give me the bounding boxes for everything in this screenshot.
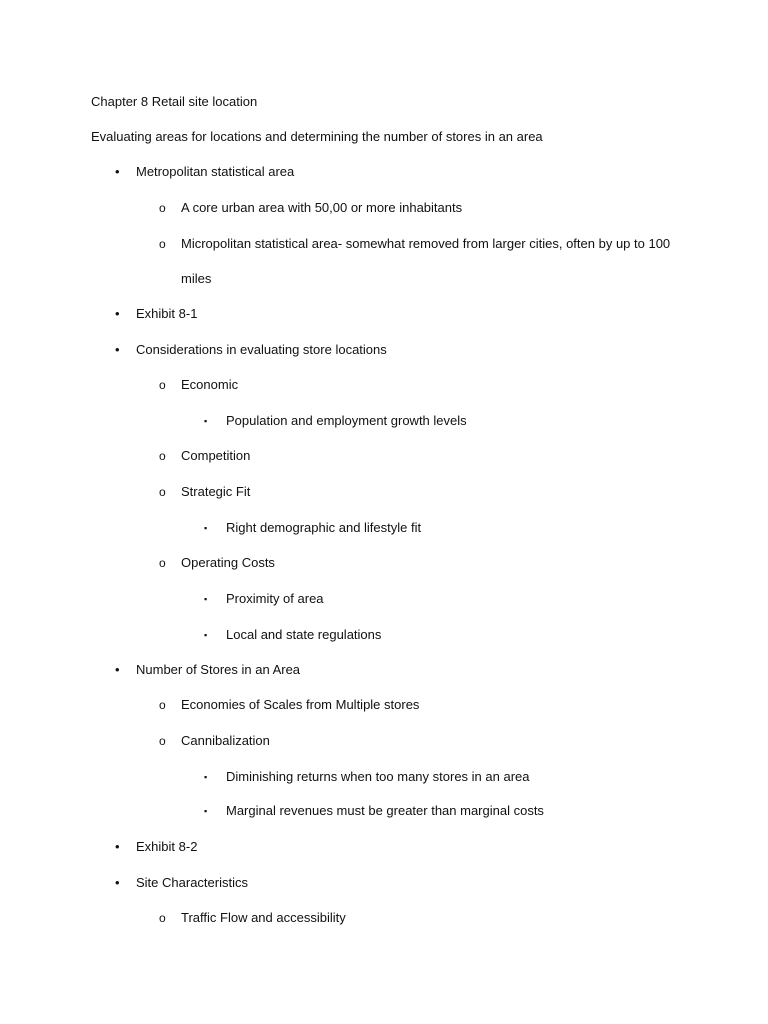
list-item: Considerations in evaluating store locations xyxy=(136,342,387,357)
list-item: Economies of Scales from Multiple stores xyxy=(181,697,420,712)
sub-bullet-marker: o xyxy=(159,201,166,215)
list-item: Metropolitan statistical area xyxy=(136,164,295,179)
sub-sub-bullet-marker: ▪ xyxy=(204,772,208,782)
list-item: Diminishing returns when too many stores in an area xyxy=(226,769,530,784)
list-item: Competition xyxy=(181,448,251,463)
bullet-marker: • xyxy=(115,164,120,179)
list-item: Local and state regulations xyxy=(226,627,382,642)
list-item: Site Characteristics xyxy=(136,875,248,890)
document-subtitle: Evaluating areas for locations and determining the number of stores in an area xyxy=(91,129,543,144)
list-item: Exhibit 8-1 xyxy=(136,306,198,321)
sub-bullet-marker: o xyxy=(159,449,166,463)
list-item: Right demographic and lifestyle fit xyxy=(226,520,422,535)
sub-sub-bullet-marker: ▪ xyxy=(204,594,208,604)
list-item: Cannibalization xyxy=(181,733,270,748)
sub-sub-bullet-marker: ▪ xyxy=(204,416,208,426)
list-item: Exhibit 8-2 xyxy=(136,839,198,854)
list-item-continuation: miles xyxy=(181,271,212,286)
sub-bullet-marker: o xyxy=(159,911,166,925)
sub-bullet-marker: o xyxy=(159,485,166,499)
document-title: Chapter 8 Retail site location xyxy=(91,94,258,109)
bullet-marker: • xyxy=(115,306,120,321)
sub-sub-bullet-marker: ▪ xyxy=(204,523,208,533)
list-item: Strategic Fit xyxy=(181,484,251,499)
sub-bullet-marker: o xyxy=(159,556,166,570)
bullet-marker: • xyxy=(115,662,120,677)
list-item: A core urban area with 50,00 or more inhabitants xyxy=(181,200,463,215)
sub-sub-bullet-marker: ▪ xyxy=(204,630,208,640)
list-item: Traffic Flow and accessibility xyxy=(181,910,346,925)
sub-bullet-marker: o xyxy=(159,734,166,748)
bullet-marker: • xyxy=(115,839,120,854)
list-item: Proximity of area xyxy=(226,591,324,606)
bullet-marker: • xyxy=(115,342,120,357)
sub-bullet-marker: o xyxy=(159,378,166,392)
bullet-marker: • xyxy=(115,875,120,890)
sub-sub-bullet-marker: ▪ xyxy=(204,806,208,816)
list-item: Marginal revenues must be greater than marginal costs xyxy=(226,803,544,818)
list-item: Economic xyxy=(181,377,239,392)
sub-bullet-marker: o xyxy=(159,237,166,251)
list-item: Operating Costs xyxy=(181,555,275,570)
list-item: Micropolitan statistical area- somewhat removed from larger cities, often by up to 100 xyxy=(181,236,671,251)
list-item: Population and employment growth levels xyxy=(226,413,467,428)
list-item: Number of Stores in an Area xyxy=(136,662,301,677)
sub-bullet-marker: o xyxy=(159,698,166,712)
